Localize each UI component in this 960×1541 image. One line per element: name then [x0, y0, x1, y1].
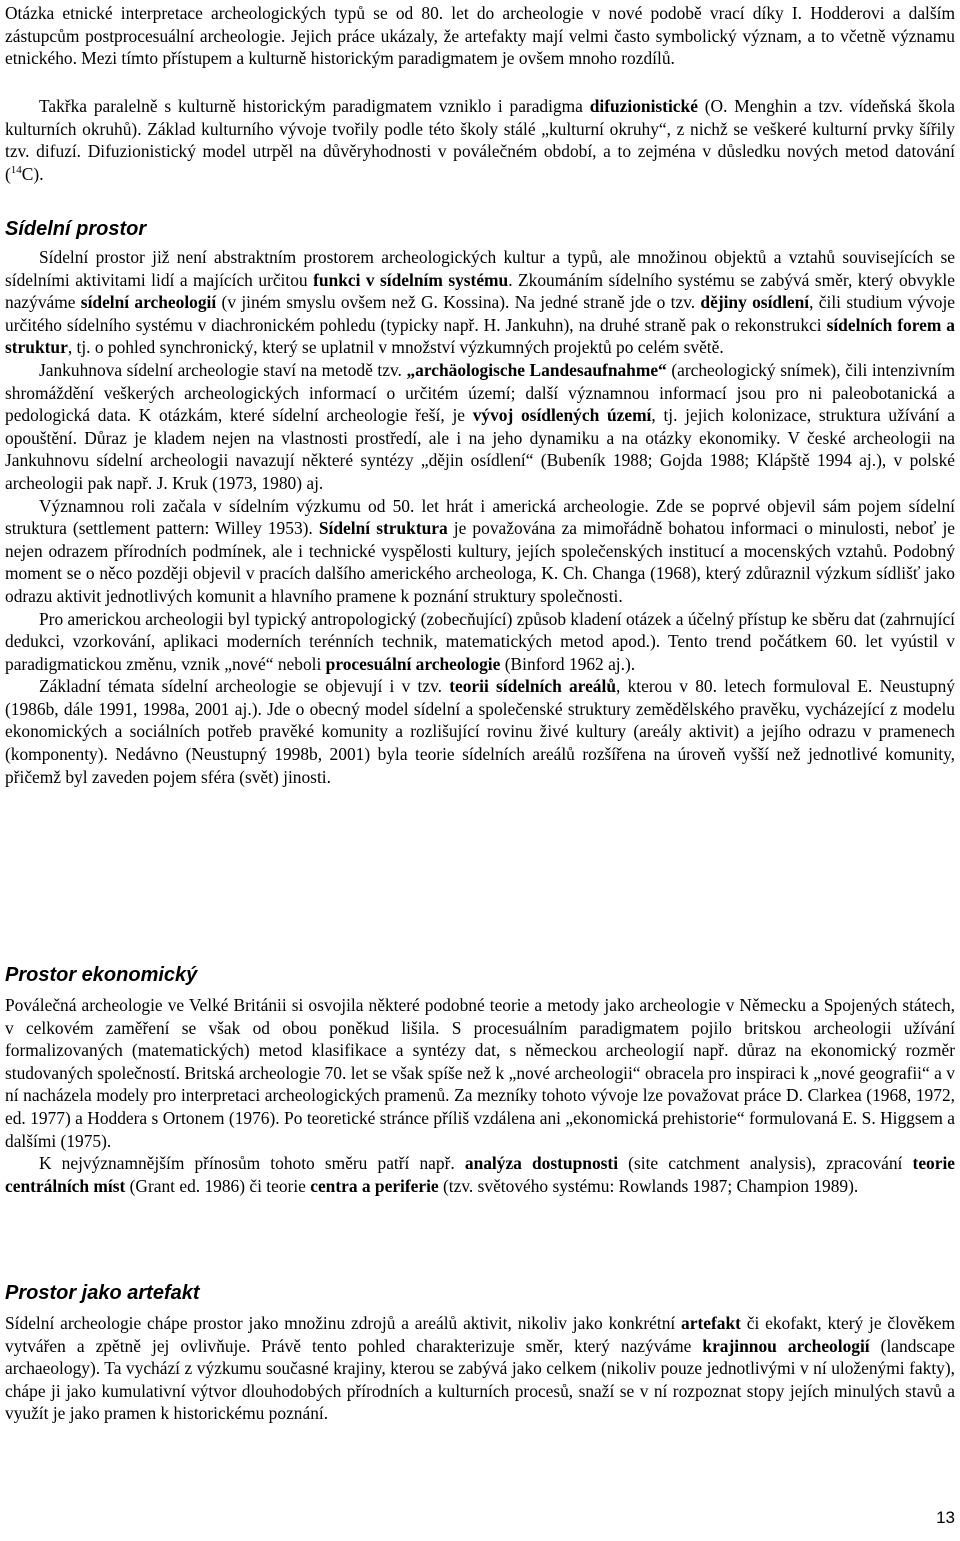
- section-body-sidelni-prostor: [5, 246, 955, 788]
- section-heading-prostor-ekonomicky: Prostor ekonomický: [5, 964, 198, 986]
- bold-term: analýza dostupnosti: [464, 1153, 619, 1174]
- text-run: (O. Menghin a tzv. vídeňská škola kulturních okruhů). Základ kulturního vývoje tvořily podle této školy stálé „kulturní okruhy“, z nichž se veškeré kulturní prvky šířily tzv. difuzí. Difuzionistický model utrpěl na důvěryhodnosti v poválečném období, a to zejména v důsledku nových metod datování (: [5, 96, 955, 184]
- bold-term: teorii sídelních areálů: [449, 676, 617, 697]
- section-heading-sidelni-prostor: Sídelní prostor: [5, 218, 147, 240]
- body-paragraph: [5, 495, 955, 608]
- text-run: (landscape archaeology). Ta vychází z výzkumu současné krajiny, kterou se zabývá jako celkem (nikoliv pouze jednotlivými v ní uloženými fakty), chápe ji jako kumulativní výtvor dlouhodobých přírodních a kulturních procesů, snaží se v ní rozpoznat stopy jejích minulých stavů a využít je jako pramen k historickému poznání.: [5, 1335, 956, 1424]
- bold-term: sídelních forem a struktur: [5, 314, 955, 358]
- bold-term: centra a periferie: [310, 1175, 439, 1196]
- bold-term: procesuální archeologie: [325, 653, 501, 674]
- text-run: Poválečná archeologie ve Velké Británii si osvojila některé podobné teorie a metody jako archeologie v Německu a Spojených státech, v celkovém zaměření se však od obou poněkud lišila. S procesuálním paradigmatem pojilo britskou archeologii užívání formalizovaných (matematických) metod klasifikace a syntézy dat, s německou archeologií např. důraz na ekonomický rozměr studovaných společností. Britská archeologie 70. let se však spíše než k „nové archeologii“ obracela pro inspiraci k „nové geografii“ a v ní nacházela modely pro interpretaci archeologických pramenů. Za mezníky tohoto vývoje lze považovat práce D. Clarkea (1968, 1972, ed. 1977) a Hoddera s Ortonem (1976). Po teoretické stránce příliš vzdálena ani „ekonomická prehistorie“ formulovaná E. S. Higgsem a dalšími (1975).: [5, 995, 955, 1151]
- text-run: (Binford 1962 aj.).: [500, 653, 636, 674]
- text-run: Pro americkou archeologii byl typický antropologický (zobecňující) způsob kladení otázek a účelný přístup ke sběru dat (zahrnující dedukci, vzorkování, aplikaci moderních terénních technik, matematických metod apod.). Tento trend počátkem 60. let vyústil v paradigmatickou změnu, vznik „nové“ neboli: [5, 608, 955, 674]
- bold-term: vývoj osídlených území: [472, 405, 652, 426]
- text-run: . Zkoumáním sídelního systému se zabývá směr, který obvykle nazýváme: [5, 269, 955, 313]
- text-run: C).: [21, 163, 44, 184]
- bold-term: teorie centrálních míst: [5, 1153, 956, 1196]
- text-run: , čili studium vývoje určitého sídelního systému v diachronickém pohledu (typicky např. H. Jankuhn), na druhé straně pak o rekonstrukci: [5, 292, 956, 335]
- intro-paragraph-1: [5, 2, 955, 70]
- text-run: (site catchment analysis), zpracování: [618, 1153, 913, 1174]
- text-run: (Grant ed. 1986) či teorie: [125, 1175, 311, 1196]
- bold-term: dějiny osídlení: [700, 292, 810, 313]
- section-body-prostor-jako-artefakt: [5, 1312, 955, 1425]
- bold-term: sídelní archeologií: [80, 292, 217, 313]
- section-body-prostor-ekonomicky: [5, 994, 955, 1197]
- body-paragraph: [5, 994, 955, 1152]
- superscript: 14: [10, 163, 22, 176]
- text-run: Otázka etnické interpretace archeologických typů se od 80. let do archeologie v nové podobě vrací díky I. Hodderovi a dalším zástupcům postprocesuální archeologie. Jejich práce ukázaly, že artefakty mají velmi často symbolický význam, a to včetně významu etnického. Mezi tímto přístupem a kulturně historickým paradigmatem je ovšem mnoho rozdílů.: [5, 3, 955, 69]
- bold-term: artefakt: [681, 1313, 741, 1333]
- text-run: či ekofakt, který je člověkem vytvářen a zpětně jej ovlivňuje. Právě tento pohled charakterizuje směr, který nazýváme: [5, 1313, 955, 1356]
- text-run: Základní témata sídelní archeologie se objevují i v tzv.: [39, 676, 450, 697]
- body-paragraph: [5, 359, 955, 495]
- text-run: je považována za mimořádně bohatou informaci o minulosti, neboť je nejen odrazem přírodních podmínek, ale i technické vyspělosti kultury, jejích společenských institucí a mocenských vztahů. Podobný moment se o něco později objevil v pracích dalšího amerického archeologa, K. Ch. Changa (1968), který zdůraznil výzkum sídlišť jako odrazu aktivit jednotlivých komunit a hlavního pramene k poznání struktury společnosti.: [5, 518, 955, 606]
- page-number: 13: [936, 1508, 955, 1527]
- text-run: , kterou v 80. letech formuloval E. Neustupný (1986b, dále 1991, 1998a, 2001 aj.). Jde o obecný model sídelní a společenské struktury zemědělského pravěku, vycházející z modelu ekonomických a sociálních potřeb pravěké komunity a rozlišující rovinu živé kultury (areály aktivit) a jejího odrazu v pramenech (komponenty). Nedávno (Neustupný 1998b, 2001) byla teorie sídelních areálů rozšířena na úroveň vyšší než jednotlivé komunity, přičemž byl zaveden pojem sféra (svět) jinosti.: [5, 676, 955, 787]
- section-heading-prostor-jako-artefakt: Prostor jako artefakt: [5, 1282, 200, 1304]
- text-run: Jankuhnova sídelní archeologie staví na metodě tzv.: [39, 359, 407, 380]
- body-paragraph: [5, 1152, 955, 1197]
- bold-term: Sídelní struktura: [318, 518, 448, 539]
- text-run: (tzv. světového systému: Rowlands 1987; Champion 1989).: [438, 1175, 859, 1196]
- body-paragraph: [5, 675, 955, 788]
- bold-term: funkci v sídelním systému: [313, 269, 509, 290]
- text-run: (archeologický snímek), čili intenzivním shromáždění veškerých archeologických informací o určitém území; další významnou informací jsou pro ni paleobotanická a pedologická data. K otázkám, které sídelní archeologie řeší, je: [5, 359, 955, 426]
- bold-term: difuzionistické: [589, 96, 698, 116]
- body-paragraph: [5, 246, 955, 359]
- text-run: , tj. o pohled synchronický, který se uplatnil v množství výzkumných projektů po celém světě.: [67, 337, 724, 358]
- text-run: Sídelní archeologie chápe prostor jako množinu zdrojů a areálů aktivit, nikoliv jako konkrétní: [5, 1313, 682, 1333]
- body-paragraph: [5, 608, 955, 676]
- text-run: Takřka paralelně s kulturně historickým paradigmatem vzniklo i paradigma: [39, 96, 590, 116]
- body-paragraph: [5, 1312, 955, 1425]
- text-run: K nejvýznamnějším přínosům tohoto směru patří např.: [39, 1153, 465, 1174]
- text-run: Sídelní prostor již není abstraktním prostorem archeologických kultur a typů, ale množinou objektů a vztahů souvisejících se sídelními aktivitami lidí a majících určitou: [5, 247, 955, 290]
- intro-paragraph-2: [5, 95, 955, 185]
- bold-term: „archäologische Landesaufnahme“: [406, 359, 667, 380]
- text-run: (v jiném smyslu ovšem než G. Kossina). Na jedné straně jde o tzv.: [216, 292, 701, 313]
- text-run: Významnou roli začala v sídelním výzkumu od 50. let hrát i americká archeologie. Zde se poprvé objevil sám pojem sídelní struktura (settlement pattern: Willey 1953).: [5, 495, 955, 539]
- bold-term: krajinnou archeologií: [702, 1335, 870, 1356]
- text-run: , tj. jejich kolonizace, struktura užívání a opouštění. Důraz je kladem nejen na vlastnosti prostředí, ale i na jeho dynamiku a na otázky ekonomiky. V české archeologii na Jankuhnovu sídelní archeologii navazují některé syntézy „dějin osídlení“ (Bubeník 1988; Gojda 1988; Klápště 1994 aj.), v polské archeologii pak např. J. Kruk (1973, 1980) aj.: [5, 405, 955, 493]
